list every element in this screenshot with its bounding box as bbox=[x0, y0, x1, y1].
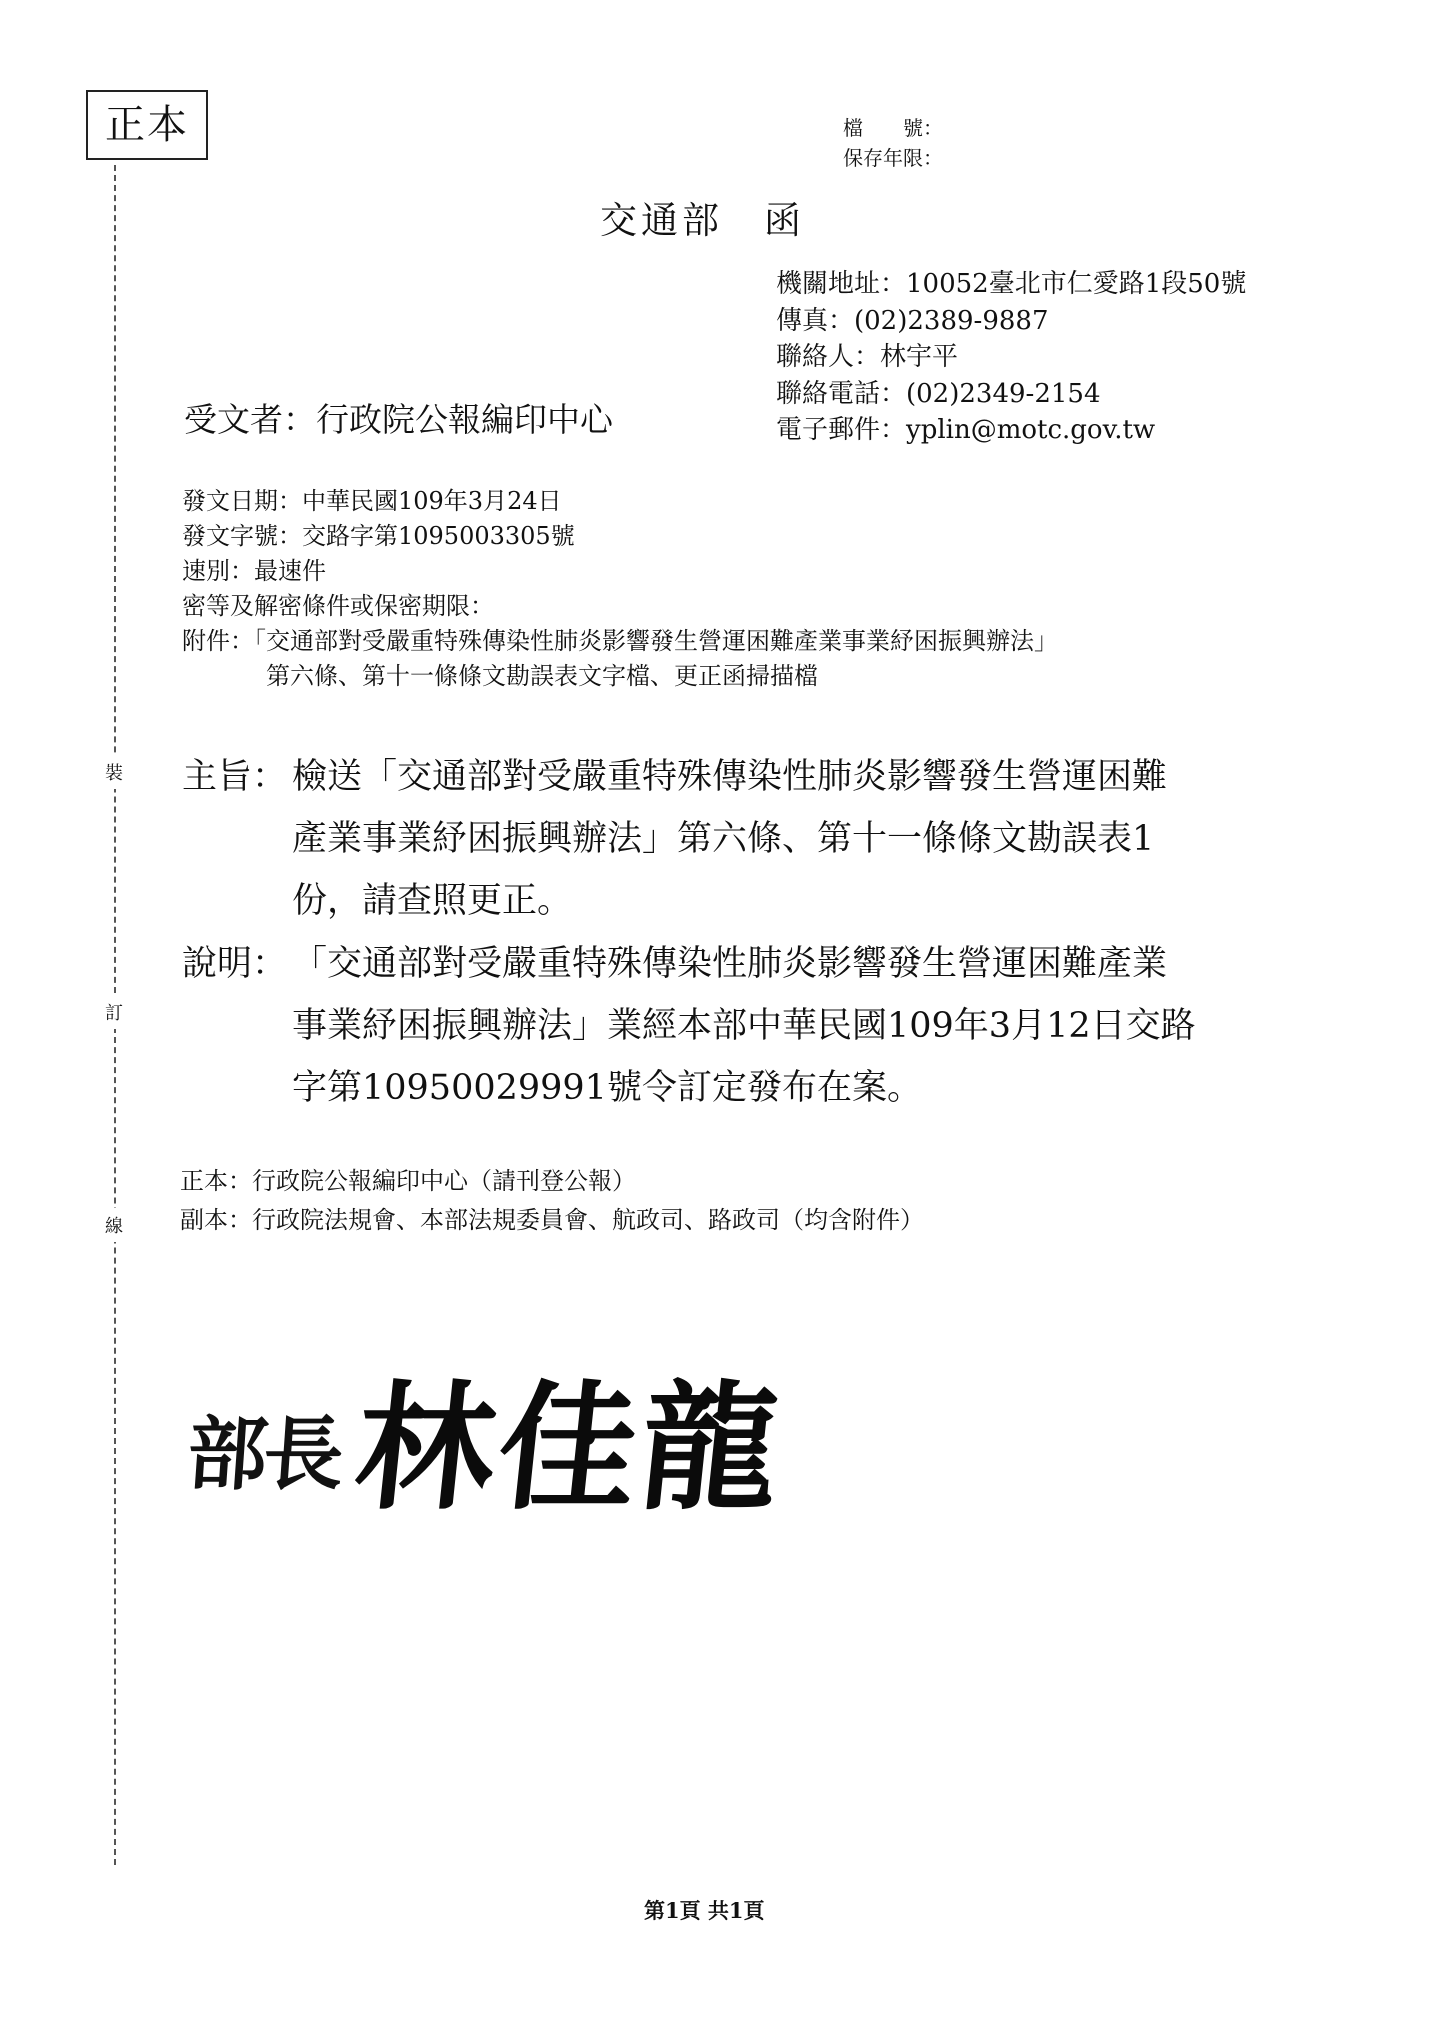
binding-mark-xian: 線 bbox=[100, 1208, 128, 1242]
subject-line: 份，請查照更正。 bbox=[292, 881, 573, 921]
copy-recipients: 副本：行政院法規會、本部法規委員會、航政司、路政司（均含附件） bbox=[180, 1206, 924, 1234]
explanation-section bbox=[182, 933, 1196, 1119]
subject-line: 檢送「交通部對受嚴重特殊傳染性肺炎影響發生營運困難 bbox=[292, 757, 1168, 797]
document-number: 發文字號：交路字第1095003305號 bbox=[182, 522, 575, 550]
page-number: 第1頁 共1頁 bbox=[644, 1898, 765, 1923]
document-meta bbox=[182, 484, 1058, 694]
attachment-line-1: 附件：「交通部對受嚴重特殊傳染性肺炎影響發生營運困難產業事業紓困振興辦法」 bbox=[182, 627, 1058, 655]
contact-person: 聯絡人：林宇平 bbox=[776, 342, 959, 372]
explanation-line: 字第10950029991號令訂定發布在案。 bbox=[292, 1068, 922, 1108]
document-title: 交通部 函 bbox=[600, 199, 805, 242]
subject-section bbox=[182, 746, 1167, 932]
binding-mark-ding: 訂 bbox=[100, 995, 128, 1029]
contact-email: 電子郵件：yplin@motc.gov.tw bbox=[776, 415, 1156, 445]
secrecy-level: 密等及解密條件或保密期限： bbox=[182, 592, 494, 620]
subject-line: 產業事業紓困振興辦法」第六條、第十一條條文勘誤表1 bbox=[292, 819, 1155, 859]
explanation-line: 「交通部對受嚴重特殊傳染性肺炎影響發生營運困難產業 bbox=[292, 944, 1168, 984]
explanation-label: 說明： bbox=[182, 944, 288, 984]
recipient: 受文者：行政院公報編印中心 bbox=[184, 400, 613, 439]
attachment-line-2: 第六條、第十一條條文勘誤表文字檔、更正函掃描檔 bbox=[266, 662, 818, 690]
contact-block bbox=[776, 266, 1246, 449]
signature-name: 林佳龍 bbox=[348, 1366, 792, 1529]
file-number-label: 檔 號： bbox=[843, 116, 943, 140]
original-recipients: 正本：行政院公報編印中心（請刊登公報） bbox=[180, 1167, 636, 1195]
binding-mark-zhuang: 裝 bbox=[100, 755, 128, 789]
explanation-line: 事業紓困振興辦法」業經本部中華民國109年3月12日交路 bbox=[292, 1006, 1196, 1046]
issue-date: 發文日期：中華民國109年3月24日 bbox=[182, 487, 562, 515]
subject-label: 主旨： bbox=[182, 757, 288, 797]
distribution-block bbox=[180, 1162, 924, 1240]
signature-title: 部長 bbox=[184, 1407, 343, 1501]
minister-signature bbox=[184, 1330, 868, 1529]
delivery-speed: 速別：最速件 bbox=[182, 557, 326, 585]
original-copy-stamp: 正本 bbox=[86, 90, 208, 160]
fax-number: 傳真：(02)2389-9887 bbox=[776, 305, 1049, 336]
contact-phone: 聯絡電話：(02)2349-2154 bbox=[776, 378, 1101, 409]
retention-period-label: 保存年限： bbox=[843, 146, 943, 170]
agency-address: 機關地址：10052臺北市仁愛路1段50號 bbox=[776, 269, 1247, 299]
